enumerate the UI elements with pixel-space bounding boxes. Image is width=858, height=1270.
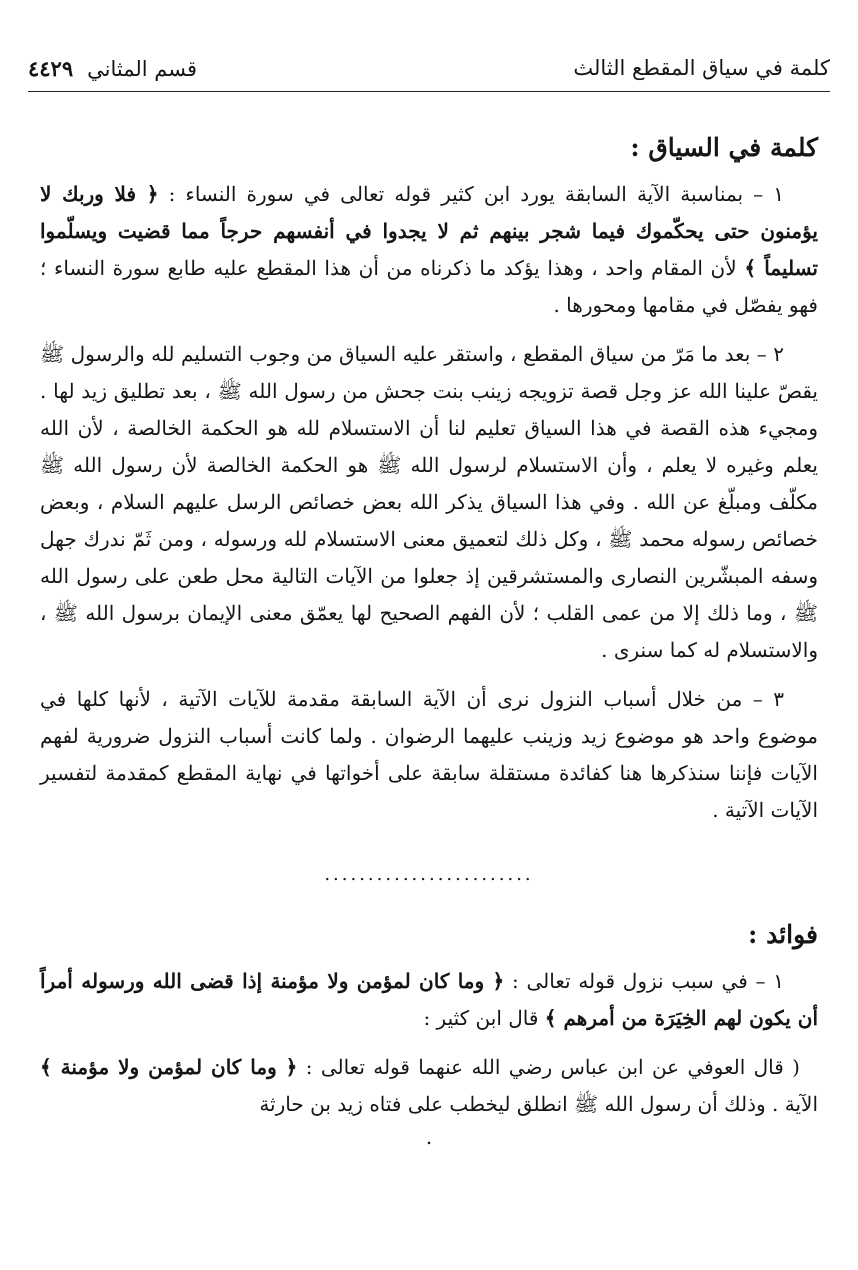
benefit-1-verse: ﴿ وما كان لمؤمن ولا مؤمنة إذا قضى الله ورسوله أمراً أن يكون لهم الخِيَرَة من أمرهم ﴾ — [40, 969, 818, 1030]
paragraph-1 — [40, 176, 818, 324]
benefit-1-rest: قال ابن كثير : — [423, 1006, 539, 1030]
benefit-1-intro: ١ – في سبب نزول قوله تعالى : — [512, 969, 785, 993]
header-divider — [28, 91, 830, 92]
page-body — [40, 128, 819, 1149]
quote-intro: ( قال العوفي عن ابن عباس رضي الله عنهما قوله تعالى : — [305, 1055, 800, 1079]
page-number: ٤٤٢٩ — [28, 56, 74, 81]
paragraph-1-verse: ﴿ فلا وربك لا يؤمنون حتى يحكّموك فيما شجر بينهم ثم لا يجدوا في أنفسهم حرجاً مما قضيت ويسلّموا تسليماً ﴾ — [40, 182, 819, 280]
section-name: قسم المثاني — [87, 57, 198, 81]
page-header — [28, 52, 830, 88]
quote-rest: الآية . وذلك أن رسول الله ﷺ انطلق ليخطب على فتاه زيد بن حارثة — [259, 1092, 818, 1116]
heading-benefits: فوائد : — [748, 920, 818, 949]
quote-verse: ﴿ وما كان لمؤمن ولا مؤمنة ﴾ — [40, 1055, 298, 1079]
chapter-title: كلمة في سياق المقطع الثالث — [573, 56, 830, 80]
quote-paragraph — [40, 1049, 818, 1123]
paragraph-3: ٣ – من خلال أسباب النزول نرى أن الآية السابقة مقدمة للآيات الآتية ، لأنها كلها في موضوع واحد هو موضوع زيد وزينب عليهما الرضوان . ولما كانت أسباب النزول ضرورية لفهم الآيات فإننا سنذكرها هنا كفائدة مستقلة سابقة على أخواتها في نهاية المقطع كمقدمة لتفسير الآيات الآتية . — [40, 687, 818, 822]
paragraph-1-intro: ١ – بمناسبة الآية السابقة يورد ابن كثير قوله تعالى في سورة النساء : — [168, 182, 785, 206]
benefit-1 — [40, 963, 818, 1037]
trailing-dot: . — [425, 1125, 433, 1149]
heading-context: كلمة في السياق : — [630, 133, 818, 162]
paragraph-2: ٢ – بعد ما مَرّ من سياق المقطع ، واستقر عليه السياق من وجوب التسليم لله والرسول ﷺ يقصّ علينا الله عز وجل قصة تزويجه زينب بنت جحش من رسول الله ﷺ ، بعد تطليق زيد لها . ومجيء هذه القصة في هذا السياق تعليم لنا أن الاستسلام لله هو الحكمة الخالصة ، لأن الله يعلم وغيره لا يعلم ، وأن الاستسلام لرسول الله ﷺ هو الحكمة الخالصة لأن رسول الله ﷺ مكلّف ومبلّغ عن الله . وفي هذا السياق يذكر الله بعض خصائص الرسل عليهم السلام ، وبعض خصائص رسوله محمد ﷺ ، وكل ذلك لتعميق معنى الاستسلام لله ورسوله ، ومن ثَمّ ندرك جهل وسفه المبشّرين النصارى والمستشرقين إذ جعلوا من الآيات التالية محل طعن على رسول الله ﷺ ، وما ذلك إلا من عمى القلب ؛ لأن الفهم الصحيح لها يعمّق معنى الإيمان برسول الله ﷺ ، والاستسلام له كما سنرى . — [40, 342, 819, 662]
paragraph-1-rest: لأن المقام واحد ، وهذا يؤكد ما ذكرناه من أن هذا المقطع عليه طابع سورة النساء ؛ فهو يفصّل في مقامها ومحورها . — [40, 256, 818, 317]
page-info — [28, 56, 197, 81]
section-separator: ........................ — [324, 864, 534, 885]
